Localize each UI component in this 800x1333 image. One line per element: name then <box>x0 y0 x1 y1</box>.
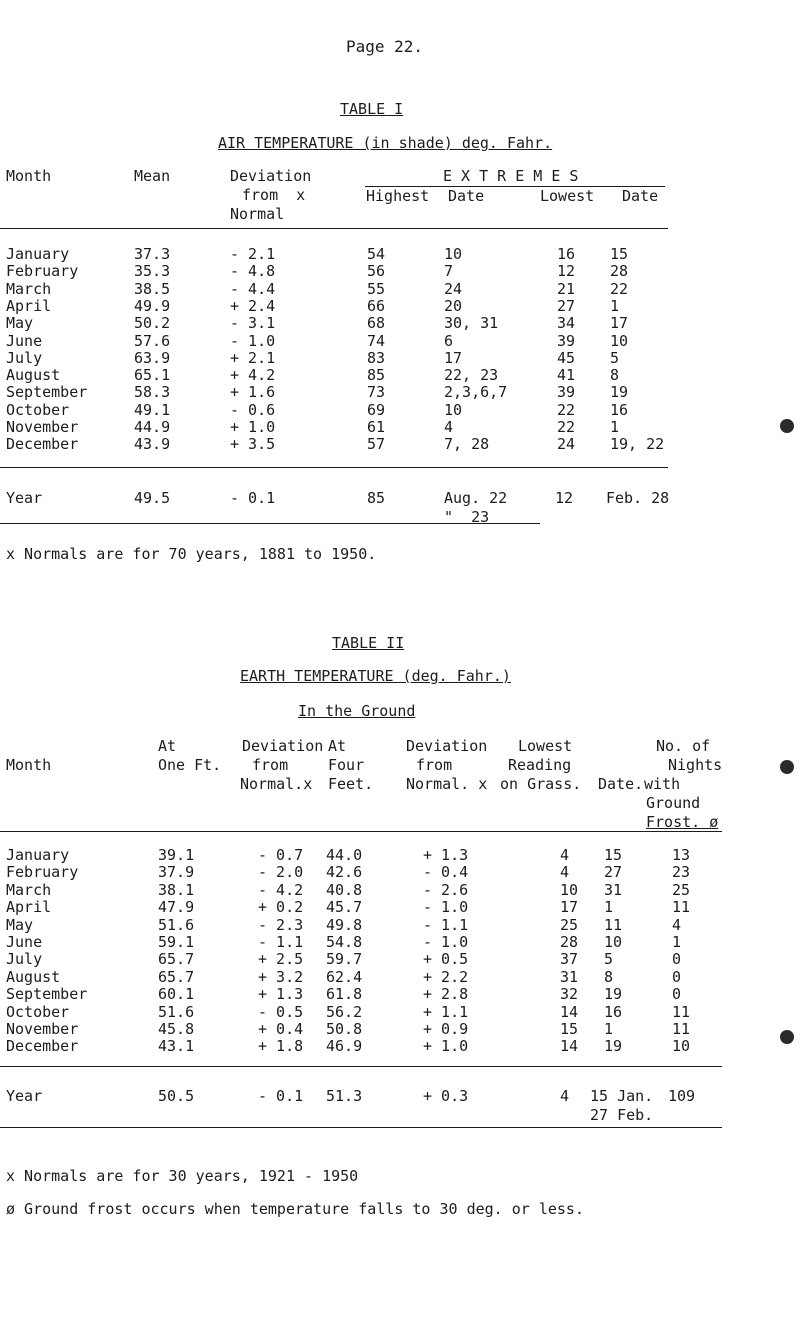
t1-cell-hdate: 20 <box>444 296 463 315</box>
t2-cell-month: February <box>6 863 79 882</box>
t1-cell-dev: + 1.6 <box>230 383 276 402</box>
t2-cell-four: 54.8 <box>326 933 363 951</box>
t2-cell-one: 59.1 <box>158 933 195 951</box>
t1-col-date-low: Date <box>622 187 659 205</box>
t1-cell-dev: - 3.1 <box>230 314 276 333</box>
t1-header-rule <box>0 228 668 229</box>
t2-header-rule <box>0 831 722 832</box>
t1-cell-mean: 50.2 <box>134 314 171 333</box>
t1-year-high: 85 <box>367 489 386 507</box>
t1-cell-hdate: 10 <box>444 400 463 419</box>
t1-cell-mean: 44.9 <box>134 418 171 436</box>
t1-cell-dev: + 3.5 <box>230 435 276 454</box>
t1-cell-hdate: 2,3,6,7 <box>444 383 508 402</box>
t1-cell-high: 69 <box>367 400 386 419</box>
t2-cell-one: 37.9 <box>158 863 195 882</box>
t2-cell-one: 43.1 <box>158 1037 195 1056</box>
t1-cell-high: 57 <box>367 435 386 454</box>
t2-cell-four: 46.9 <box>326 1037 363 1056</box>
table2-subtitle <box>240 667 511 685</box>
t2-cell-dev1: + 3.2 <box>258 967 304 986</box>
t2-col-dev4-2: from <box>416 756 453 774</box>
t2-cell-frost: 0 <box>672 950 682 969</box>
t2-cell-month: April <box>6 898 52 917</box>
t1-cell-dev: + 2.4 <box>230 296 276 315</box>
table1-title: TABLE I <box>340 100 404 118</box>
t2-cell-date: 1 <box>604 898 614 917</box>
t2-col-frost-5: Frost. ø <box>646 813 719 831</box>
t1-cell-hdate: 6 <box>444 331 454 350</box>
t2-cell-dev1: + 1.3 <box>258 985 304 1004</box>
t1-cell-mean: 63.9 <box>134 348 171 367</box>
t1-col-deviation-3: Normal <box>230 205 285 223</box>
t1-year-hdate2: " 23 <box>444 508 490 526</box>
t1-cell-hdate: 17 <box>444 348 463 367</box>
t2-cell-four: 62.4 <box>326 967 363 986</box>
t1-year-rule-bottom <box>0 523 540 524</box>
t2-cell-month: June <box>6 933 43 951</box>
t1-cell-mean: 43.9 <box>134 435 171 454</box>
t2-row <box>0 916 800 934</box>
t2-cell-date: 11 <box>604 915 623 934</box>
table1-subtitle <box>218 134 552 152</box>
t2-col-at1-2: One Ft. <box>158 756 222 774</box>
t2-cell-frost: 25 <box>672 880 691 899</box>
t1-year-low: 12 <box>555 489 574 507</box>
t1-cell-month: September <box>6 383 88 402</box>
t2-cell-low: 10 <box>560 880 579 899</box>
t2-cell-dev1: - 0.5 <box>258 1002 304 1021</box>
t2-cell-month: May <box>6 915 34 934</box>
t1-row <box>0 314 800 332</box>
t1-cell-month: December <box>6 435 79 454</box>
t2-cell-dev4: + 1.0 <box>423 1037 469 1056</box>
t2-col-dev1-2: from <box>252 756 289 774</box>
t2-row <box>0 863 800 881</box>
t2-col-frost-4: Ground <box>646 794 701 812</box>
t1-year-mean: 49.5 <box>134 489 171 507</box>
t1-cell-ldate: 1 <box>610 418 620 436</box>
t1-col-mean: Mean <box>134 167 171 185</box>
t1-cell-month: August <box>6 366 61 385</box>
t1-cell-hdate: 4 <box>444 418 454 436</box>
t2-cell-month: July <box>6 950 43 969</box>
t1-cell-ldate: 10 <box>610 331 629 350</box>
t1-cell-month: November <box>6 418 79 436</box>
t2-cell-month: December <box>6 1037 79 1056</box>
t2-col-frost-2: Nights <box>668 756 723 774</box>
t2-cell-month: March <box>6 880 52 899</box>
t2-col-at4-3: Feet. <box>328 775 374 793</box>
t1-col-deviation-2: from x <box>242 186 306 204</box>
t2-col-low-2: Reading <box>508 756 572 774</box>
t1-cell-ldate: 22 <box>610 279 629 298</box>
t1-cell-dev: + 1.0 <box>230 418 276 436</box>
t1-cell-month: June <box>6 331 43 350</box>
t1-cell-dev: - 4.4 <box>230 279 276 298</box>
t2-cell-one: 38.1 <box>158 880 195 899</box>
t2-year-dev4: + 0.3 <box>423 1087 469 1105</box>
t1-row <box>0 418 800 436</box>
t2-col-low-1: Lowest <box>518 737 573 755</box>
t2-row <box>0 1037 800 1055</box>
t2-cell-date: 19 <box>604 985 623 1004</box>
t2-cell-frost: 4 <box>672 915 682 934</box>
t1-cell-low: 24 <box>557 435 576 454</box>
t2-cell-frost: 0 <box>672 985 682 1004</box>
t1-row <box>0 435 800 453</box>
t2-cell-frost: 1 <box>672 933 682 951</box>
t1-cell-month: February <box>6 262 79 281</box>
t1-cell-high: 55 <box>367 279 386 298</box>
t2-cell-dev4: - 1.1 <box>423 915 469 934</box>
t2-row <box>0 985 800 1003</box>
t2-cell-dev1: - 2.3 <box>258 915 304 934</box>
t2-cell-frost: 13 <box>672 846 691 864</box>
t2-row <box>0 1003 800 1021</box>
t2-cell-date: 10 <box>604 933 623 951</box>
t1-cell-high: 68 <box>367 314 386 333</box>
t2-cell-frost: 23 <box>672 863 691 882</box>
t1-year-hdate: Aug. 22 <box>444 489 508 507</box>
t1-cell-month: March <box>6 279 52 298</box>
t2-cell-four: 56.2 <box>326 1002 363 1021</box>
t1-cell-month: October <box>6 400 70 419</box>
t1-col-month: Month <box>6 167 52 185</box>
t2-year-low: 4 <box>560 1087 570 1105</box>
t2-cell-month: October <box>6 1002 70 1021</box>
t2-cell-month: August <box>6 967 61 986</box>
t2-col-dev4-1: Deviation <box>406 737 488 755</box>
t2-cell-four: 61.8 <box>326 985 363 1004</box>
t2-cell-dev4: - 1.0 <box>423 898 469 917</box>
t1-cell-hdate: 22, 23 <box>444 366 499 385</box>
t2-cell-dev4: + 1.3 <box>423 846 469 864</box>
t2-cell-dev4: - 2.6 <box>423 880 469 899</box>
t2-col-dev1-1: Deviation <box>242 737 324 755</box>
t1-cell-month: July <box>6 348 43 367</box>
t2-col-date: Date. <box>598 775 644 793</box>
t1-cell-low: 27 <box>557 296 576 315</box>
t1-cell-dev: - 1.0 <box>230 331 276 350</box>
t1-year-rule-top <box>0 467 668 468</box>
t2-cell-low: 28 <box>560 933 579 951</box>
t1-cell-hdate: 7 <box>444 262 454 281</box>
t2-row <box>0 1020 800 1038</box>
t2-cell-dev4: - 1.0 <box>423 933 469 951</box>
binding-hole <box>780 419 794 433</box>
t2-cell-one: 65.7 <box>158 950 195 969</box>
t2-cell-low: 37 <box>560 950 579 969</box>
t2-cell-one: 60.1 <box>158 985 195 1004</box>
t2-cell-dev4: + 1.1 <box>423 1002 469 1021</box>
t1-cell-ldate: 19, 22 <box>610 435 665 454</box>
t2-col-at1-1: At <box>158 737 177 755</box>
t2-year-dev1: - 0.1 <box>258 1087 304 1105</box>
t1-cell-low: 12 <box>557 262 576 281</box>
t2-cell-low: 25 <box>560 915 579 934</box>
t2-cell-low: 17 <box>560 898 579 917</box>
t1-cell-low: 21 <box>557 279 576 298</box>
t2-cell-frost: 11 <box>672 1020 691 1038</box>
t2-row <box>0 846 800 864</box>
t2-cell-low: 15 <box>560 1020 579 1038</box>
t2-cell-one: 47.9 <box>158 898 195 917</box>
t2-year-month: Year <box>6 1087 43 1105</box>
t2-cell-low: 31 <box>560 967 579 986</box>
t2-cell-date: 1 <box>604 1020 614 1038</box>
t1-cell-hdate: 30, 31 <box>444 314 499 333</box>
t1-cell-mean: 49.9 <box>134 296 171 315</box>
t2-cell-frost: 0 <box>672 967 682 986</box>
t1-cell-mean: 37.3 <box>134 245 171 263</box>
t2-cell-dev1: - 4.2 <box>258 880 304 899</box>
t2-cell-four: 40.8 <box>326 880 363 899</box>
t1-cell-ldate: 8 <box>610 366 620 385</box>
t1-col-date-high: Date <box>448 187 485 205</box>
t1-cell-mean: 38.5 <box>134 279 171 298</box>
t1-cell-month: May <box>6 314 34 333</box>
t1-cell-ldate: 17 <box>610 314 629 333</box>
t2-col-dev4-3: Normal. x <box>406 775 488 793</box>
t2-cell-date: 19 <box>604 1037 623 1056</box>
t1-cell-high: 61 <box>367 418 386 436</box>
t2-cell-month: January <box>6 846 70 864</box>
t1-cell-low: 22 <box>557 418 576 436</box>
t2-cell-date: 31 <box>604 880 623 899</box>
t2-cell-low: 4 <box>560 846 570 864</box>
t1-cell-low: 22 <box>557 400 576 419</box>
t2-cell-frost: 11 <box>672 898 691 917</box>
t2-cell-frost: 10 <box>672 1037 691 1056</box>
t2-cell-month: September <box>6 985 88 1004</box>
t1-cell-mean: 49.1 <box>134 400 171 419</box>
t2-year-four: 51.3 <box>326 1087 363 1105</box>
t1-cell-high: 73 <box>367 383 386 402</box>
t1-cell-mean: 65.1 <box>134 366 171 385</box>
t2-col-at4-1: At <box>328 737 347 755</box>
t2-year-date: 15 Jan. <box>590 1087 654 1105</box>
table1-subtitle-text: AIR TEMPERATURE (in shade) deg. Fahr. <box>218 134 553 152</box>
t1-col-deviation-1: Deviation <box>230 167 312 185</box>
t2-cell-dev4: + 0.9 <box>423 1020 469 1038</box>
t2-col-at4-2: Four <box>328 756 365 774</box>
t1-cell-ldate: 19 <box>610 383 629 402</box>
t1-extremes-heading: E X T R E M E S <box>443 167 579 185</box>
t1-year-month: Year <box>6 489 43 507</box>
binding-hole <box>780 1030 794 1044</box>
t1-cell-dev: - 4.8 <box>230 262 276 281</box>
t2-cell-one: 45.8 <box>158 1020 195 1038</box>
t2-cell-dev4: - 0.4 <box>423 863 469 882</box>
t2-cell-dev1: + 0.4 <box>258 1020 304 1038</box>
t2-cell-date: 16 <box>604 1002 623 1021</box>
t2-col-dev1-3: Normal.x <box>240 775 313 793</box>
t2-year-one: 50.5 <box>158 1087 195 1105</box>
t1-cell-ldate: 28 <box>610 262 629 281</box>
t1-cell-month: April <box>6 296 52 315</box>
t1-year-ldate: Feb. 28 <box>606 489 670 507</box>
t1-row <box>0 349 800 367</box>
t1-cell-dev: + 2.1 <box>230 348 276 367</box>
t2-row <box>0 950 800 968</box>
page-number: Page 22. <box>346 37 424 56</box>
t1-year-dev: - 0.1 <box>230 489 276 507</box>
t2-cell-one: 51.6 <box>158 1002 195 1021</box>
t1-col-lowest: Lowest <box>540 187 595 205</box>
t2-cell-low: 32 <box>560 985 579 1004</box>
t1-row <box>0 262 800 280</box>
t1-row <box>0 280 800 298</box>
t1-cell-ldate: 1 <box>610 296 620 315</box>
t1-cell-low: 16 <box>557 245 576 263</box>
binding-hole <box>780 760 794 774</box>
t1-cell-high: 83 <box>367 348 386 367</box>
t1-cell-high: 66 <box>367 296 386 315</box>
t1-cell-mean: 58.3 <box>134 383 171 402</box>
t1-cell-ldate: 16 <box>610 400 629 419</box>
t2-cell-date: 8 <box>604 967 614 986</box>
t2-cell-low: 14 <box>560 1002 579 1021</box>
t1-cell-month: January <box>6 245 70 263</box>
t2-row <box>0 898 800 916</box>
t2-row <box>0 881 800 899</box>
t1-cell-low: 39 <box>557 383 576 402</box>
t1-cell-high: 54 <box>367 245 386 263</box>
t1-cell-low: 39 <box>557 331 576 350</box>
t1-row <box>0 297 800 315</box>
t2-cell-four: 45.7 <box>326 898 363 917</box>
t1-cell-hdate: 7, 28 <box>444 435 490 454</box>
t2-cell-low: 14 <box>560 1037 579 1056</box>
t2-cell-dev1: - 0.7 <box>258 846 304 864</box>
table2-footnote-frost: ø Ground frost occurs when temperature falls to 30 deg. or less. <box>6 1200 584 1218</box>
table2-subtitle2: In the Ground <box>298 702 416 720</box>
t2-year-date2: 27 Feb. <box>590 1106 654 1124</box>
t2-cell-dev4: + 2.8 <box>423 985 469 1004</box>
t2-cell-four: 44.0 <box>326 846 363 864</box>
t2-year-frost: 109 <box>668 1087 696 1105</box>
t1-row <box>0 332 800 350</box>
t2-col-month: Month <box>6 756 52 774</box>
t2-col-frost-3: with <box>644 775 681 793</box>
t1-cell-dev: + 4.2 <box>230 366 276 385</box>
t1-row <box>0 401 800 419</box>
t2-cell-one: 51.6 <box>158 915 195 934</box>
t2-cell-date: 27 <box>604 863 623 882</box>
t1-cell-ldate: 15 <box>610 245 629 263</box>
t2-cell-dev4: + 0.5 <box>423 950 469 969</box>
t2-cell-date: 15 <box>604 846 623 864</box>
t2-cell-four: 50.8 <box>326 1020 363 1038</box>
table1-footnote: x Normals are for 70 years, 1881 to 1950. <box>6 545 377 563</box>
t2-cell-dev1: + 0.2 <box>258 898 304 917</box>
t1-cell-high: 74 <box>367 331 386 350</box>
t2-cell-four: 49.8 <box>326 915 363 934</box>
t2-cell-dev4: + 2.2 <box>423 967 469 986</box>
t1-cell-low: 41 <box>557 366 576 385</box>
table2-title: TABLE II <box>332 634 405 652</box>
t1-col-highest: Highest <box>366 187 430 205</box>
t2-cell-dev1: + 2.5 <box>258 950 304 969</box>
table2-footnote-normals: x Normals are for 30 years, 1921 - 1950 <box>6 1167 359 1185</box>
t2-cell-month: November <box>6 1020 79 1038</box>
t1-cell-hdate: 24 <box>444 279 463 298</box>
t1-cell-high: 56 <box>367 262 386 281</box>
t1-cell-ldate: 5 <box>610 348 620 367</box>
t2-cell-dev1: - 2.0 <box>258 863 304 882</box>
t1-row <box>0 366 800 384</box>
t2-cell-dev1: - 1.1 <box>258 933 304 951</box>
t1-cell-dev: - 0.6 <box>230 400 276 419</box>
t1-row <box>0 383 800 401</box>
t2-year-rule-bottom <box>0 1127 722 1128</box>
t1-row <box>0 245 800 263</box>
t2-cell-dev1: + 1.8 <box>258 1037 304 1056</box>
t1-cell-low: 34 <box>557 314 576 333</box>
t2-year-rule-top <box>0 1066 722 1067</box>
t2-cell-four: 59.7 <box>326 950 363 969</box>
t2-cell-date: 5 <box>604 950 614 969</box>
t1-cell-high: 85 <box>367 366 386 385</box>
t2-row <box>0 933 800 951</box>
t2-cell-low: 4 <box>560 863 570 882</box>
t1-cell-hdate: 10 <box>444 245 463 263</box>
t2-cell-one: 39.1 <box>158 846 195 864</box>
table2-subtitle-text: EARTH TEMPERATURE (deg. Fahr.) <box>240 667 511 685</box>
t1-cell-low: 45 <box>557 348 576 367</box>
t2-col-frost-1: No. of <box>656 737 711 755</box>
t1-cell-mean: 35.3 <box>134 262 171 281</box>
t2-cell-one: 65.7 <box>158 967 195 986</box>
t2-col-low-3: on Grass. <box>500 775 582 793</box>
t2-cell-frost: 11 <box>672 1002 691 1021</box>
t2-row <box>0 968 800 986</box>
t1-cell-mean: 57.6 <box>134 331 171 350</box>
t1-cell-dev: - 2.1 <box>230 245 276 263</box>
t2-cell-four: 42.6 <box>326 863 363 882</box>
